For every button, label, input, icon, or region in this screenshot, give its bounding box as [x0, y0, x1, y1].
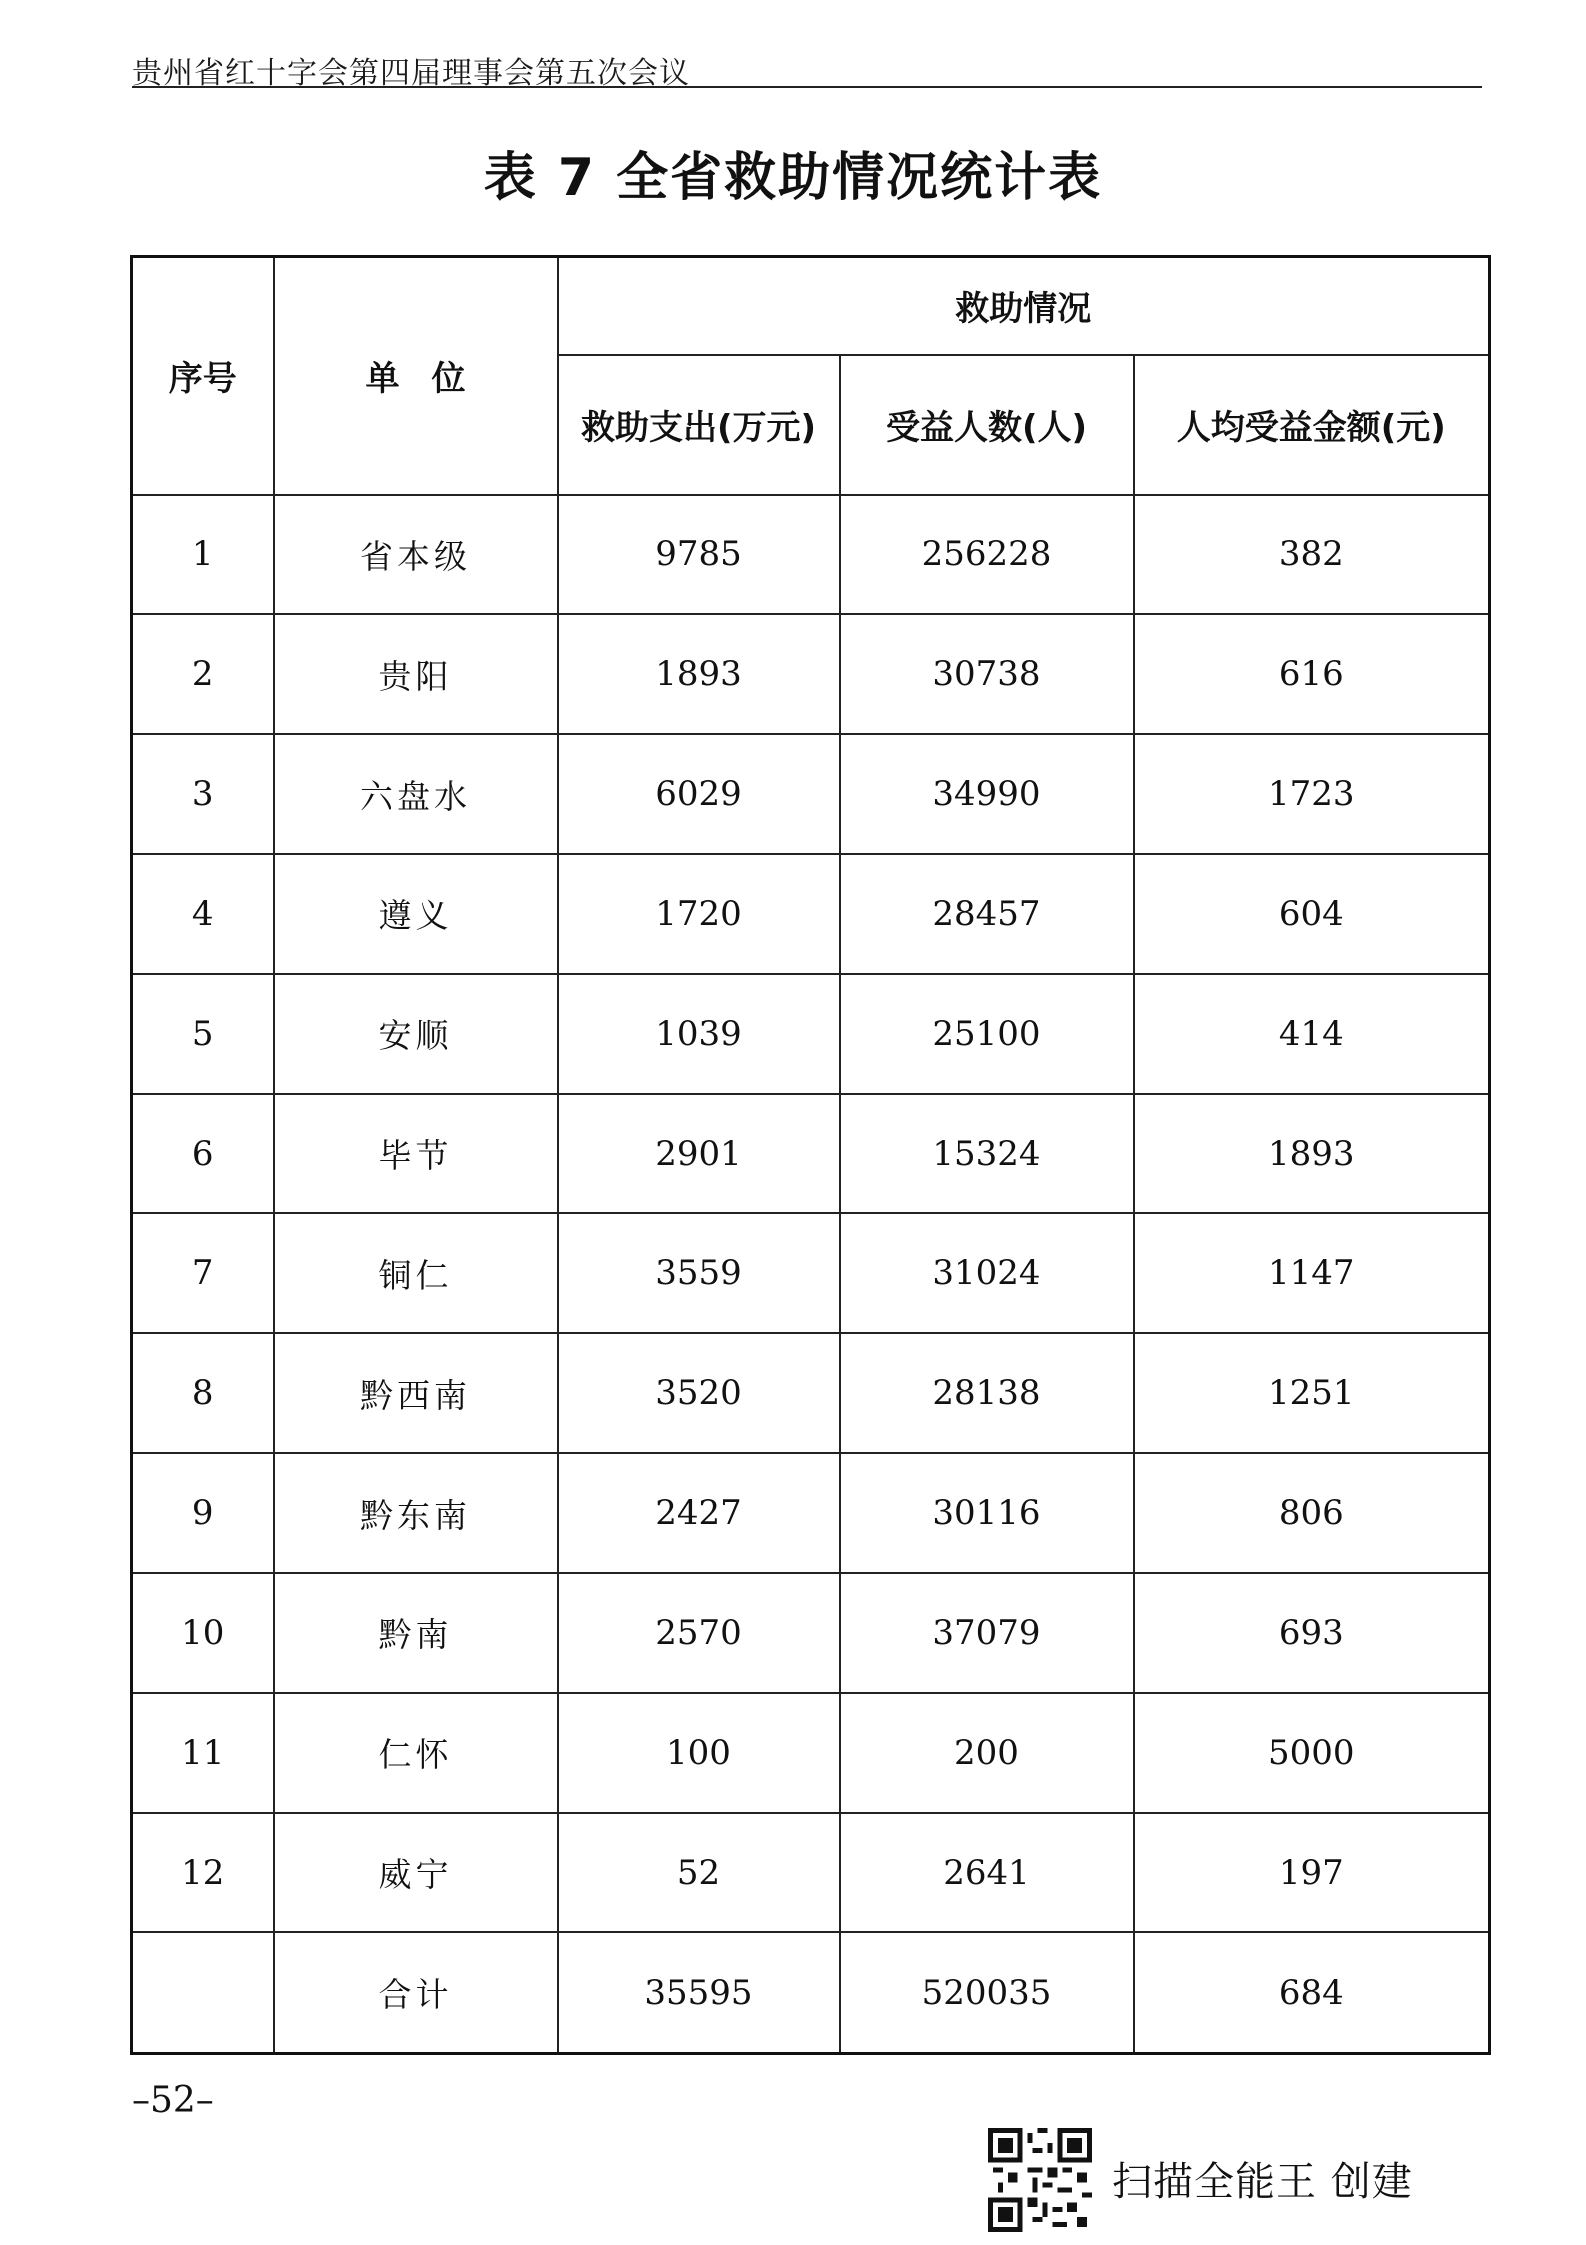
cell-beneficiaries-total: 520035	[840, 1932, 1134, 2053]
table-row	[132, 1094, 1490, 1214]
cell-beneficiaries: 25100	[840, 974, 1134, 1094]
cell-expenditure: 1720	[558, 854, 840, 974]
cell-seq: 12	[132, 1813, 274, 1933]
cell-expenditure: 2570	[558, 1573, 840, 1693]
table-row	[132, 495, 1490, 615]
cell-expenditure: 9785	[558, 495, 840, 615]
cell-seq	[132, 1932, 274, 2053]
table-row-total	[132, 1932, 1490, 2053]
cell-expenditure: 1893	[558, 614, 840, 734]
cell-beneficiaries: 2641	[840, 1813, 1134, 1933]
cell-expenditure: 6029	[558, 734, 840, 854]
cell-beneficiaries: 34990	[840, 734, 1134, 854]
cell-beneficiaries: 30738	[840, 614, 1134, 734]
scanner-watermark-label: 扫描全能王 创建	[1112, 2159, 1413, 2205]
cell-beneficiaries: 28457	[840, 854, 1134, 974]
cell-beneficiaries: 200	[840, 1693, 1134, 1813]
cell-per-capita: 197	[1134, 1813, 1490, 1933]
header-relief-group: 救助情况	[558, 257, 1490, 355]
cell-unit: 仁怀	[274, 1693, 558, 1813]
cell-seq: 2	[132, 614, 274, 734]
cell-unit: 遵义	[274, 854, 558, 974]
table-body	[132, 495, 1490, 2054]
page-number: –52–	[132, 2080, 214, 2121]
table-row	[132, 734, 1490, 854]
header-expenditure: 救助支出(万元)	[558, 355, 840, 495]
table-row	[132, 1693, 1490, 1813]
cell-per-capita: 1893	[1134, 1094, 1490, 1214]
table-row	[132, 854, 1490, 974]
table-row	[132, 1333, 1490, 1453]
cell-seq: 4	[132, 854, 274, 974]
cell-seq: 9	[132, 1453, 274, 1573]
cell-unit-total: 合计	[274, 1932, 558, 2053]
cell-unit: 贵阳	[274, 614, 558, 734]
cell-unit: 毕节	[274, 1094, 558, 1214]
cell-per-capita: 616	[1134, 614, 1490, 734]
cell-unit: 威宁	[274, 1813, 558, 1933]
cell-unit: 铜仁	[274, 1213, 558, 1333]
cell-expenditure-total: 35595	[558, 1932, 840, 2053]
table-title: 表 7 全省救助情况统计表	[483, 148, 1103, 208]
cell-per-capita: 1251	[1134, 1333, 1490, 1453]
relief-statistics-table	[130, 255, 1491, 2055]
cell-unit: 黔南	[274, 1573, 558, 1693]
cell-beneficiaries: 256228	[840, 495, 1134, 615]
cell-expenditure: 3520	[558, 1333, 840, 1453]
table-row	[132, 1453, 1490, 1573]
header-seq: 序号	[132, 257, 274, 495]
cell-seq: 7	[132, 1213, 274, 1333]
cell-per-capita: 1147	[1134, 1213, 1490, 1333]
table-row	[132, 974, 1490, 1094]
header-beneficiaries: 受益人数(人)	[840, 355, 1134, 495]
qr-code-icon	[988, 2128, 1092, 2232]
cell-seq: 3	[132, 734, 274, 854]
table-row	[132, 1573, 1490, 1693]
header-rule	[132, 86, 1482, 88]
cell-expenditure: 2901	[558, 1094, 840, 1214]
cell-beneficiaries: 31024	[840, 1213, 1134, 1333]
cell-unit: 省本级	[274, 495, 558, 615]
cell-beneficiaries: 15324	[840, 1094, 1134, 1214]
cell-beneficiaries: 37079	[840, 1573, 1134, 1693]
cell-unit: 黔东南	[274, 1453, 558, 1573]
cell-expenditure: 52	[558, 1813, 840, 1933]
cell-per-capita: 5000	[1134, 1693, 1490, 1813]
running-header: 贵州省红十字会第四届理事会第五次会议	[132, 56, 690, 91]
cell-beneficiaries: 30116	[840, 1453, 1134, 1573]
cell-seq: 11	[132, 1693, 274, 1813]
cell-per-capita: 806	[1134, 1453, 1490, 1573]
cell-seq: 5	[132, 974, 274, 1094]
cell-per-capita: 604	[1134, 854, 1490, 974]
table-row	[132, 614, 1490, 734]
header-per-capita: 人均受益金额(元)	[1134, 355, 1490, 495]
cell-unit: 安顺	[274, 974, 558, 1094]
cell-expenditure: 100	[558, 1693, 840, 1813]
cell-beneficiaries: 28138	[840, 1333, 1134, 1453]
cell-per-capita: 693	[1134, 1573, 1490, 1693]
cell-seq: 6	[132, 1094, 274, 1214]
cell-per-capita: 414	[1134, 974, 1490, 1094]
cell-expenditure: 2427	[558, 1453, 840, 1573]
table-row	[132, 1213, 1490, 1333]
cell-unit: 黔西南	[274, 1333, 558, 1453]
header-unit: 单位	[274, 257, 558, 495]
cell-per-capita: 1723	[1134, 734, 1490, 854]
cell-seq: 10	[132, 1573, 274, 1693]
cell-seq: 8	[132, 1333, 274, 1453]
cell-unit: 六盘水	[274, 734, 558, 854]
cell-expenditure: 1039	[558, 974, 840, 1094]
cell-per-capita-total: 684	[1134, 1932, 1490, 2053]
table-row	[132, 1813, 1490, 1933]
cell-seq: 1	[132, 495, 274, 615]
cell-expenditure: 3559	[558, 1213, 840, 1333]
cell-per-capita: 382	[1134, 495, 1490, 615]
